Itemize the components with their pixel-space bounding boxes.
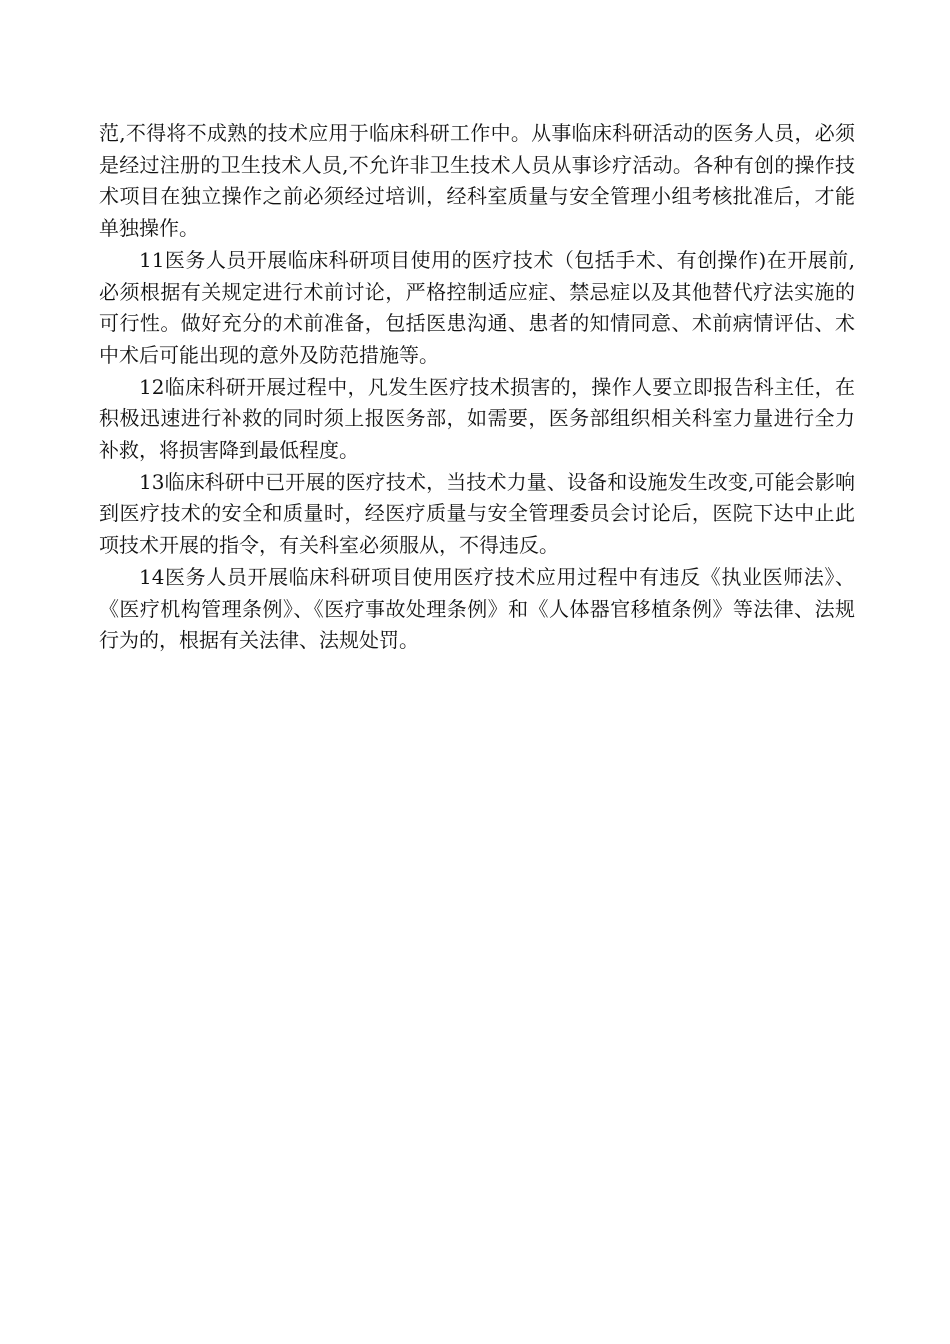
paragraph-item-11: 11医务人员开展临床科研项目使用的医疗技术（包括手术、有创操作)在开展前,必须根据有关规定进行术前讨论，严格控制适应症、禁忌症以及其他替代疗法实施的可行性。做好充分的术前准备，包括医患沟通、患者的知情同意、术前病情评估、术中术后可能出现的意外及防范措施等。 bbox=[99, 247, 855, 367]
paragraph-item-14: 14医务人员开展临床科研项目使用医疗技术应用过程中有违反《执业医师法》、《医疗机构管理条例》、《医疗事故处理条例》和《人体器官移植条例》等法律、法规行为的，根据有关法律、法规处罚。 bbox=[99, 564, 855, 653]
document-body bbox=[99, 118, 855, 657]
paragraph-continuation: 范,不得将不成熟的技术应用于临床科研工作中。从事临床科研活动的医务人员，必须是经过注册的卫生技术人员,不允许非卫生技术人员从事诊疗活动。各种有创的操作技术项目在独立操作之前必须经过培训，经科室质量与安全管理小组考核批准后，才能单独操作。 bbox=[99, 121, 855, 241]
paragraph-item-13: 13临床科研中已开展的医疗技术，当技术力量、设备和设施发生改变,可能会影响到医疗技术的安全和质量时，经医疗质量与安全管理委员会讨论后，医院下达中止此项技术开展的指令，有关科室必须服从，不得违反。 bbox=[99, 469, 855, 558]
paragraph-item-12: 12临床科研开展过程中，凡发生医疗技术损害的，操作人要立即报告科主任，在积极迅速进行补救的同时须上报医务部，如需要，医务部组织相关科室力量进行全力补救，将损害降到最低程度。 bbox=[99, 374, 855, 463]
